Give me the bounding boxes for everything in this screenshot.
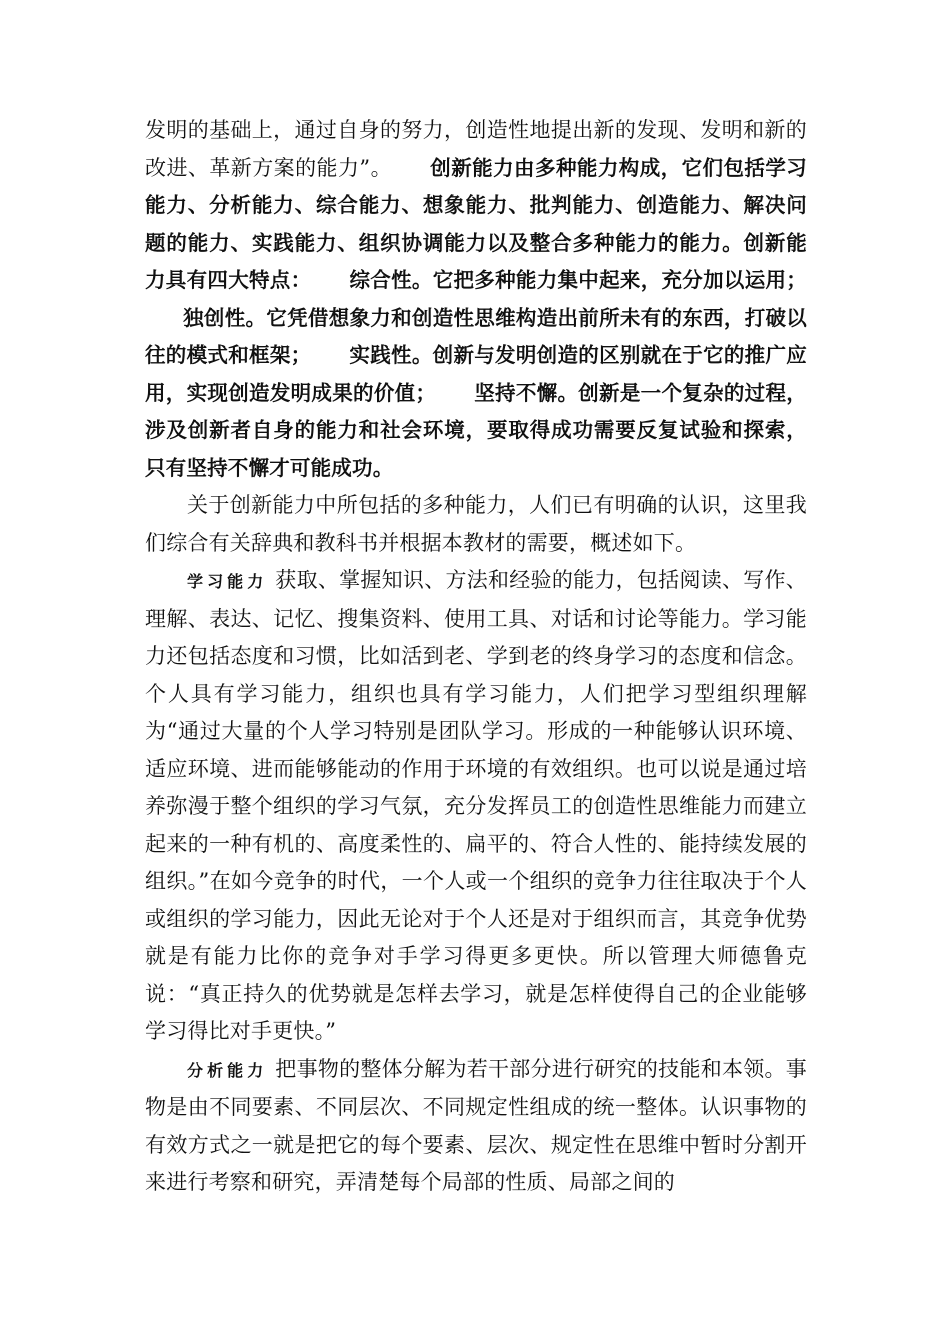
paragraph-lead: 发明的基础上，通过自身的努力，创造性地提出新的发现、发明和新的改进、革新方案的能力”。 [145,118,807,180]
feature-persistence: 坚持不懈。创新是一个复杂的过程，涉及创新者自身的能力和社会环境，要取得成功需要反复试验和探索，只有坚持不懈才可能成功。 [145,380,807,480]
feature-originality: 独创性。它凭借想象力和创造性思维构造出前所未有的东西，打破以往的模式和框架； [145,305,807,367]
feature-practicality: 实践性。创新与发明创造的区别就在于它的推广应用，实现创造发明成果的价值； [145,343,807,405]
feature-comprehensive: 综合性。它把多种能力集中起来，充分加以运用； [349,268,807,292]
paragraph-learning-ability [145,562,807,1051]
paragraph-innovation-ability [145,112,807,487]
learning-ability-body: 获取、掌握知识、方法和经验的能力，包括阅读、写作、理解、表达、记忆、搜集资料、使用工具、对话和讨论等能力。学习能力还包括态度和习惯，比如活到老、学到老的终身学习的态度和信念。个人具有学习能力，组织也具有学习能力，人们把学习型组织理解为“通过大量的个人学习特别是团队学习。形成的一种能够认识环境、适应环境、进而能够能动的作用于环境的有效组织。也可以说是通过培养弥漫于整个组织的学习气氛，充分发挥员工的创造性思维能力而建立起来的一种有机的、高度柔性的、扁平的、符合人性的、能持续发展的组织。”在如今竞争的时代，一个人或一个组织的竞争力往往取决于个人或组织的学习能力，因此无论对于个人还是对于组织而言，其竞争优势就是有能力比你的竞争对手学习得更多更快。所以管理大师德鲁克说：“真正持久的优势就是怎样去学习，就是怎样使得自己的企业能够学习得比对手更快。” [145,568,807,1043]
paragraph-overview: 关于创新能力中所包括的多种能力，人们已有明确的认识，这里我们综合有关辞典和教科书并根据本教材的需要，概述如下。 [145,493,807,555]
term-analysis-ability: 分析能力 [187,1060,268,1080]
term-learning-ability: 学习能力 [187,572,268,591]
paragraph-analysis-ability [145,1051,807,1202]
body-text [145,112,807,1202]
innovation-composition: 创新能力由多种能力构成，它们包括学习能力、分析能力、综合能力、想象能力、批判能力、创造能力、解决问题的能力、实践能力、组织协调能力以及整合多种能力的能力。创新能力具有四大特点： [145,155,807,292]
analysis-ability-body: 把事物的整体分解为若干部分进行研究的技能和本领。事物是由不同要素、不同层次、不同规定性组成的统一整体。认识事物的有效方式之一就是把它的每个要素、层次、规定性在思维中暂时分割开来进行考察和研究，弄清楚每个局部的性质、局部之间的 [145,1056,807,1194]
